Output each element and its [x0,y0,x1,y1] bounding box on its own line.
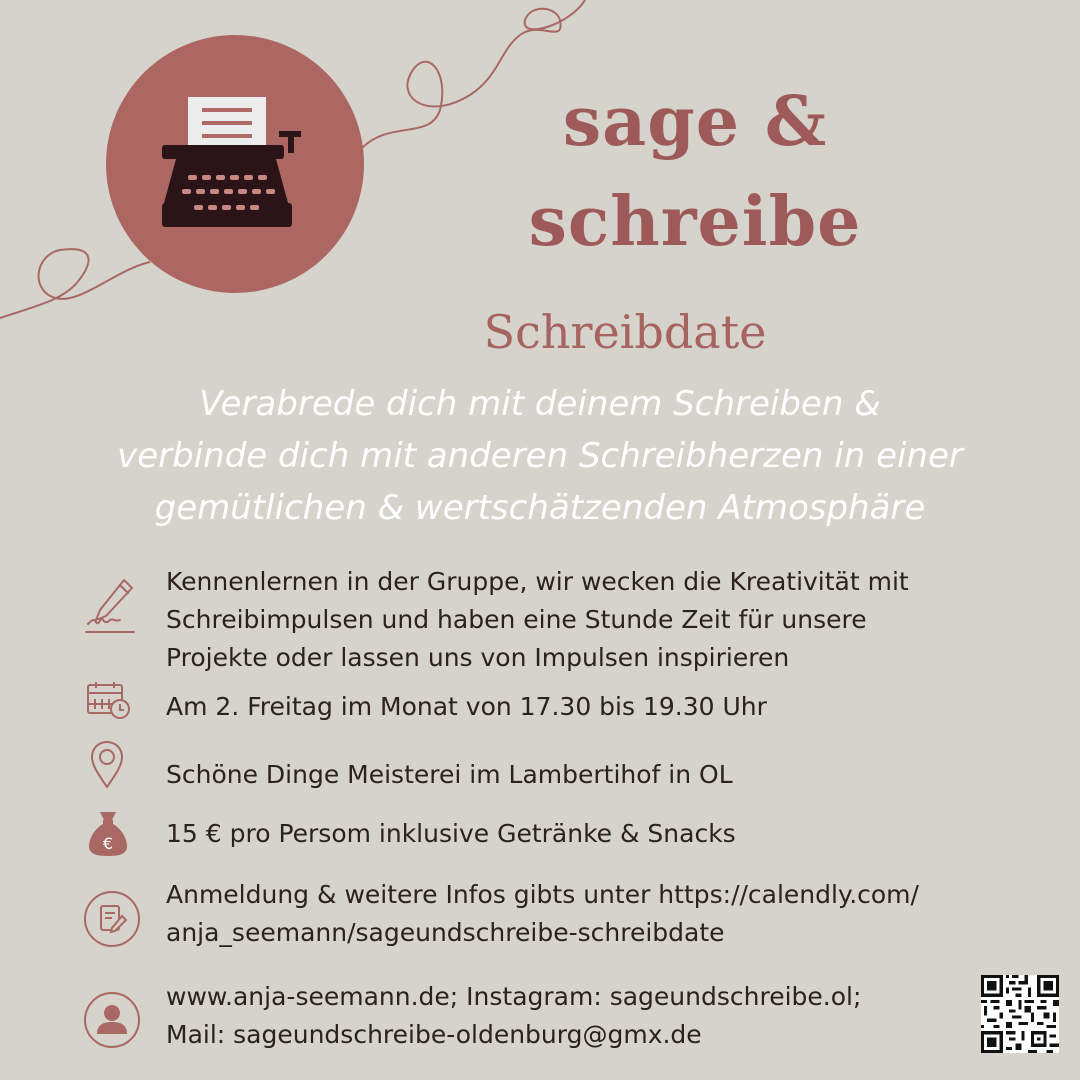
calendar-clock-icon [86,680,132,720]
about-text [166,563,1046,677]
location-pin-icon [89,739,125,789]
euro-money-bag-icon [88,810,128,858]
svg-text:€: € [102,834,114,853]
brand-line-2: schreibe [528,182,862,262]
brand-line-1: sage & [562,82,828,162]
contact-text [166,978,1046,1054]
typewriter-icon [106,35,364,293]
logo-circle [106,35,364,293]
user-icon [82,990,142,1050]
document-edit-icon [82,889,142,949]
tagline-line: verbinde dich mit anderen Schreibherzen in einer [117,436,963,476]
price-text: 15 € pro Persom inklusive Getränke & Snacks [166,819,736,848]
contact-line: www.anja-seemann.de; Instagram: sageundschreibe.ol; [166,982,862,1011]
location-text: Schöne Dinge Meisterei im Lambertihof in OL [166,760,733,789]
registration-line: Anmeldung & weitere Infos gibts unter https://calendly.com/ [166,880,919,909]
pen-writing-icon [84,576,138,638]
about-line: Schreibimpulsen und haben eine Stunde Zeit für unsere [166,605,867,634]
registration-text [166,876,1046,952]
tagline-line: gemütlichen & wertschätzenden Atmosphäre [154,488,926,528]
date-text: Am 2. Freitag im Monat von 17.30 bis 19.30 Uhr [166,692,767,721]
brand-title [500,72,890,272]
event-title: Schreibdate [483,305,767,359]
tagline-line: Verabrede dich mit deinem Schreiben & [199,384,881,424]
registration-line: anja_seemann/sageundschreibe-schreibdate [166,918,725,947]
tagline [40,378,1040,534]
about-line: Kennenlernen in der Gruppe, wir wecken die Kreativität mit [166,567,909,596]
contact-line: Mail: sageundschreibe-oldenburg@gmx.de [166,1020,702,1049]
qr-code[interactable] [981,975,1059,1053]
about-line: Projekte oder lassen uns von Impulsen inspirieren [166,643,790,672]
